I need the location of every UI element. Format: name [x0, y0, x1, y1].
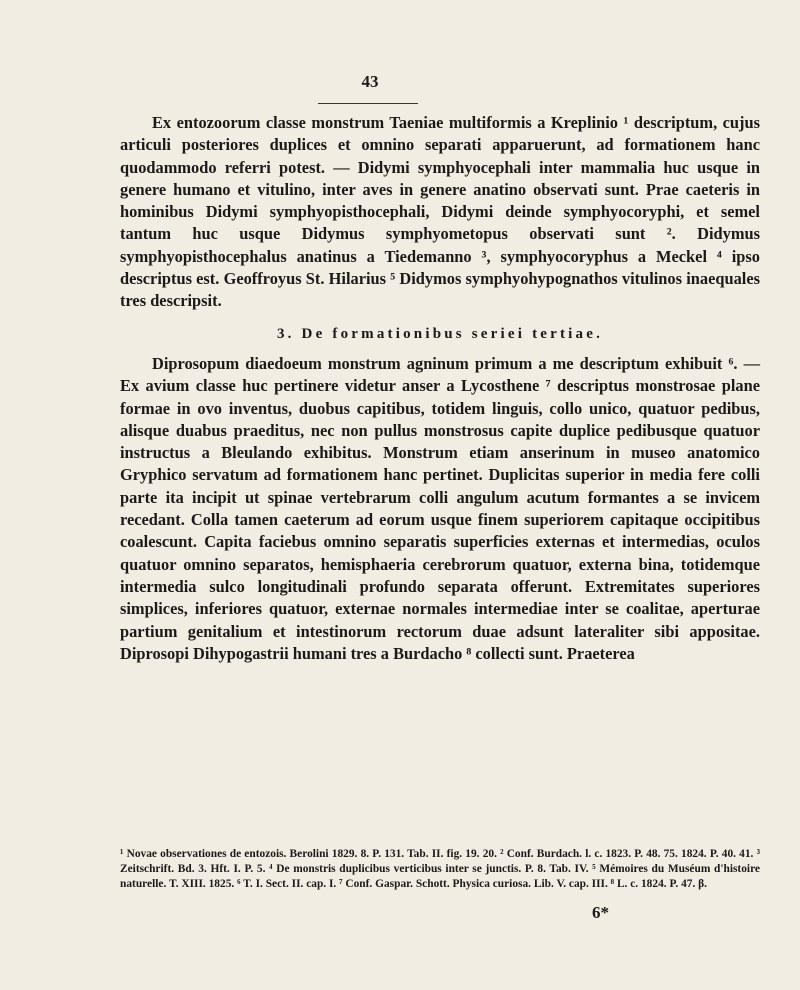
signature-mark: 6*: [592, 903, 609, 922]
main-text: [120, 112, 760, 665]
section-heading: 3. De formationibus seriei tertiae.: [276, 325, 604, 342]
footnotes: ¹ Novae observationes de entozois. Berolini 1829. 8. P. 131. Tab. II. fig. 19. 20. ² Conf. Burdach. l. c. 1823. P. 48. 75. 1824. P. 40. 41. ³ Zeitschrift. Bd. 3. Hft. I. P. 5. ⁴ De monstris duplicibus verticibus inter se junctis. P. 8. Tab. IV. ⁵ Mémoires du Muséum d'histoire naturelle. T. XIII. 1825. ⁶ T. I. Sect. II. cap. I. ⁷ Conf. Gaspar. Schott. Physica curiosa. Lib. V. cap. III. ⁸ L. c. 1824. P. 47. β.: [120, 848, 760, 891]
paragraph-2: Diprosopum diaedoeum monstrum agninum primum a me descriptum exhibuit ⁶. — Ex avium classe huc pertinere videtur anser a Lycosthene ⁷ descriptus monstrosae plane formae in ovo inventus, duobus capitibus, totidem linguis, collo unico, quatuor pedibus, alisque duabus praeditus, nec non pullus monstrosus capite duplice pedibusque quatuor instructus a Bleulando exhibitus. Monstrum etiam anserinum in museo anatomico Gryphico servatum ad formationem hanc pertinet. Duplicitas superior in media fere colli parte ita incipit ut spinae vertebrarum colli angulum acutum formantes a se invicem recedant. Colla tamen caeterum ad eorum usque finem superiorem capitaque occipitibus coalescunt. Capita faciebus omnino separatis superficies externas et intermedias, oculos quatuor omnino separatos, hemisphaeria cerebrorum quatuor, externa bina, totidemque intermedia sulco longitudinali profundo separata offerunt. Extremitates superiores simplices, inferiores quatuor, externae normales intermediae inter se coalitae, aperturae partium genitalium et intestinorum rectorum duae adsunt lateraliter sibi appositae. Diprosopi Dihypogastrii humani tres a Burdacho ⁸ collecti sunt. Praeterea: [120, 353, 760, 663]
paragraph-1: Ex entozoorum classe monstrum Taeniae multiformis a Kreplinio ¹ descriptum, cujus articuli posteriores duplices et omnino separati apparuerunt, ad formationem hanc quodammodo referri potest. — Didymi symphyocephali inter mammalia huc usque in genere humano et vitulino, inter aves in genere anatino observati sunt. Prae caeteris in hominibus Didymi symphyopisthocephali, Didymi deinde symphyocoryphi, et semel tantum huc usque Didymus symphyometopus observati sunt ². Didymus symphyopisthocephalus anatinus a Tiedemanno ³, symphyocoryphus a Meckel ⁴ ipso descriptus est. Geoffroyus St. Hilarius ⁵ Didymos symphyohypognathos vitulinos inaequales tres descripsit.: [120, 113, 760, 311]
page-number: 43: [361, 72, 379, 91]
header-rule: [318, 103, 418, 104]
